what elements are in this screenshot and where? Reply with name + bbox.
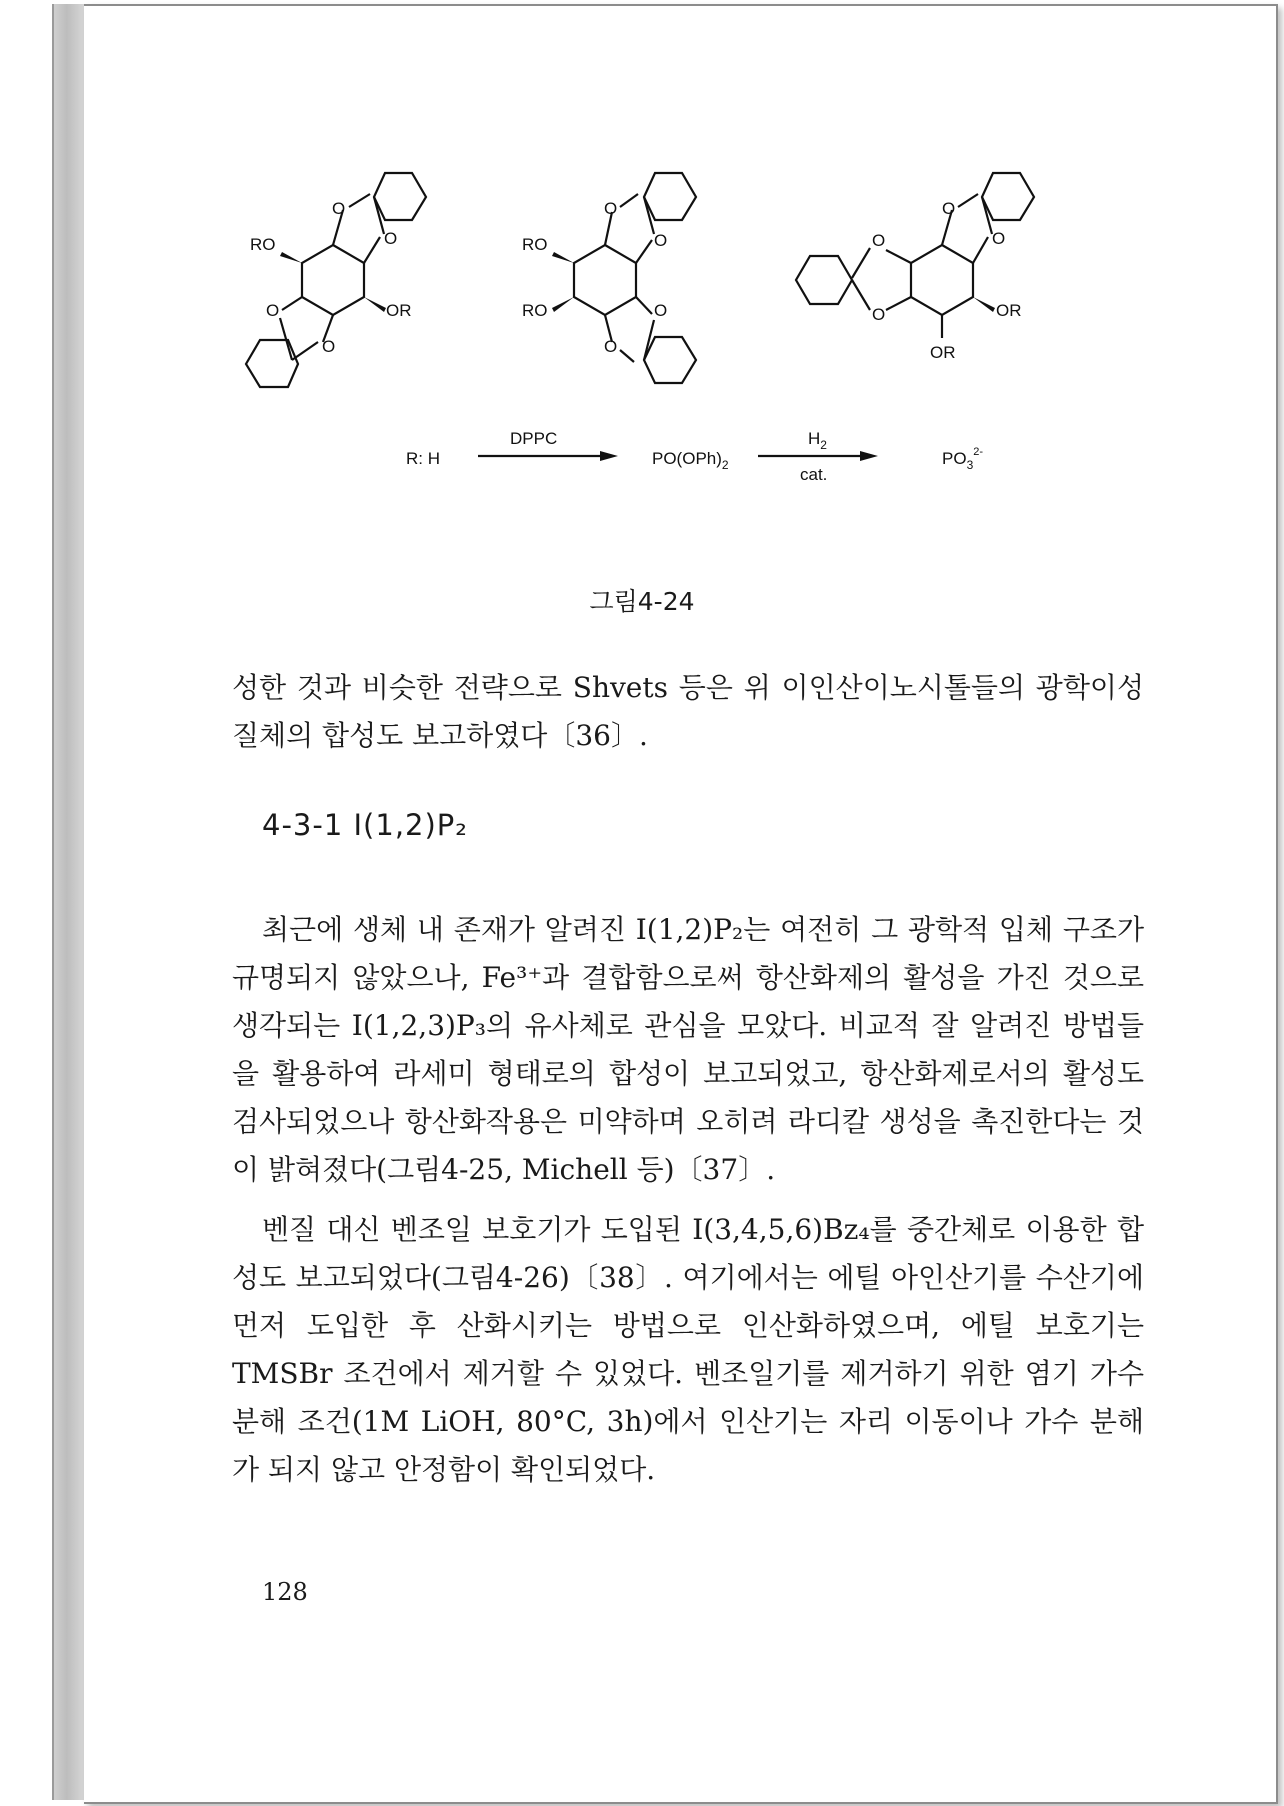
scheme-product2: $PO_3^{2-}$ (942, 446, 984, 472)
s3-o-left1: O (872, 231, 886, 250)
scheme-reagent-dppc: DPPC (510, 429, 558, 448)
paragraph-2: 최근에 생체 내 존재가 알려진 I(1,2)P₂는 여전히 그 광학적 입체 구조가 규명되지 않았으나, Fe³⁺과 결합함으로써 항산화제의 활성을 가진 것으로 생각되는 I(1,2,3)P₃의 유사체로 관심을 모았다. 비교적 잘 알려진 방법들을 활용하여 라세미 형태로의 합성이 보고되었고, 항산화제로서의 활성도 검사되었으나 항산화작용은 미약하며 오히려 라디칼 생성을 촉진한다는 것이 밝혀졌다(그림4-25, Michell 등)〔37〕. (232, 913, 1144, 1186)
s1-o-bot1: O (266, 301, 280, 320)
page-number: 128 (262, 1578, 308, 1606)
structure-2 (574, 173, 696, 383)
scheme-start: R: H (406, 449, 440, 468)
s1-o-top2: O (384, 229, 398, 248)
figure-4-24 (240, 170, 1140, 560)
figure-caption: 그림4-24 (589, 587, 695, 616)
s2-ro-left1: RO (522, 235, 548, 254)
book-spine (52, 4, 86, 1800)
reaction-scheme-diagram (240, 170, 1140, 560)
s1-or-right: OR (386, 301, 412, 320)
paragraph-3: 벤질 대신 벤조일 보호기가 도입된 I(3,4,5,6)Bz₄를 중간체로 이용한 합성도 보고되었다(그림4-26)〔38〕. 여기에서는 에틸 아인산기를 수산기에 먼저 도입한 후 산화시키는 방법으로 인산화하였으며, 에틸 보호기는 TMSBr 조건에서 제거할 수 있었다. 벤조일기를 제거하기 위한 염기 가수 분해 조건(1M LiOH, 80°C, 3h)에서 인산기는 자리 이동이나 가수 분해가 되지 않고 안정함이 확인되었다. (232, 1213, 1144, 1486)
s3-o-top2: O (992, 229, 1006, 248)
s3-or-bottom: OR (930, 343, 956, 362)
s3-o-top1: O (942, 199, 956, 218)
s3-o-left2: O (872, 305, 886, 324)
s2-o-bot2: O (604, 337, 618, 356)
paragraph-1: 성한 것과 비슷한 전략으로 Shvets 등은 위 이인산이노시톨들의 광학이성질체의 합성도 보고하였다〔36〕. (232, 671, 1144, 752)
s2-o-top2: O (654, 231, 668, 250)
s1-o-bot2: O (322, 337, 336, 356)
section-heading: 4-3-1 I(1,2)P₂ (262, 808, 468, 842)
s2-ro-left2: RO (522, 301, 548, 320)
s2-o-bot1: O (654, 301, 668, 320)
s1-o-top1: O (332, 199, 346, 218)
scheme-reagent-h2: $H_2$ (808, 429, 827, 452)
scheme-reagent-cat: cat. (800, 465, 828, 484)
s1-ro-left: RO (250, 235, 276, 254)
s2-o-top1: O (604, 199, 618, 218)
s3-or-right: OR (996, 301, 1022, 320)
scheme-product1: $PO(OPh)_2$ (652, 449, 729, 472)
